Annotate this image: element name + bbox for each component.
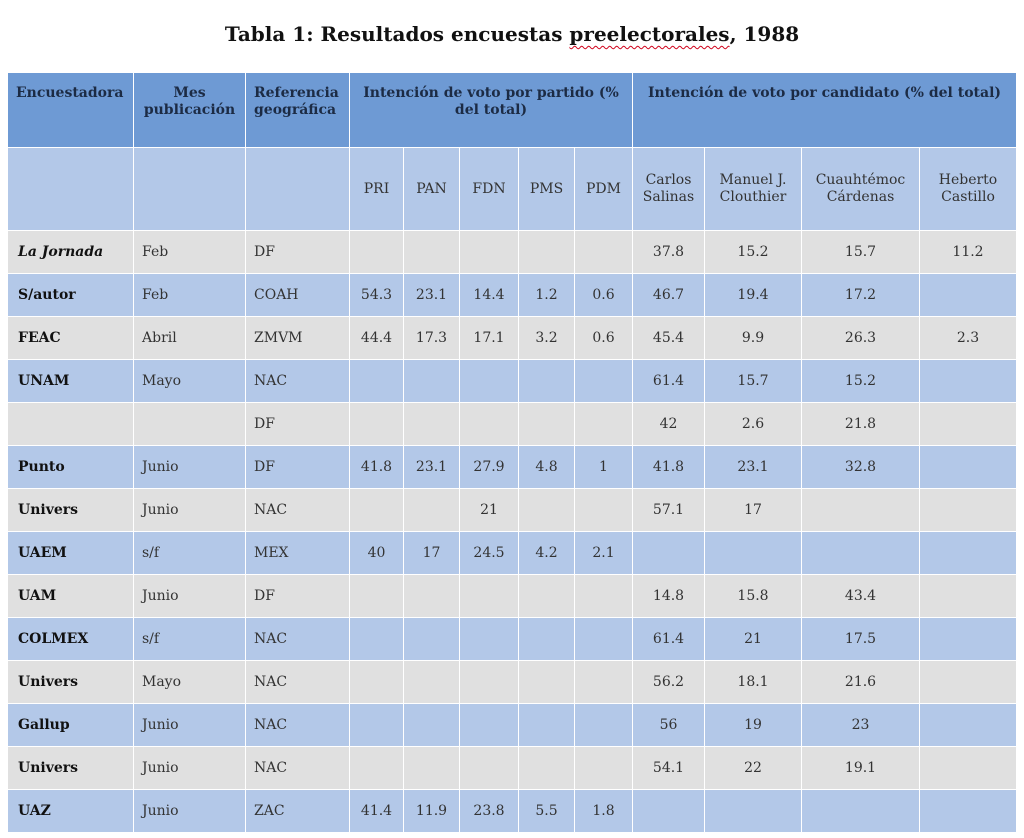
- pms-cell: 3.2: [519, 317, 575, 360]
- table-row: [8, 360, 1017, 403]
- cardenas-cell: 15.7: [802, 231, 920, 274]
- header-intencion-partido: Intención de voto por partido (% del total): [350, 73, 633, 148]
- salinas-cell: [633, 532, 705, 575]
- pan-cell: 23.1: [404, 274, 460, 317]
- subheader-manuel-clouthier: Manuel J. Clouthier: [705, 148, 802, 231]
- referencia-cell: NAC: [246, 747, 350, 790]
- pms-cell: [519, 618, 575, 661]
- salinas-cell: 45.4: [633, 317, 705, 360]
- pri-cell: [350, 747, 404, 790]
- table-row: [8, 704, 1017, 747]
- mes-cell: Abril: [134, 317, 246, 360]
- pan-cell: [404, 360, 460, 403]
- castillo-cell: 11.2: [920, 231, 1017, 274]
- header-encuestadora: Encuestadora: [8, 73, 134, 148]
- fdn-cell: [460, 704, 519, 747]
- clouthier-cell: 23.1: [705, 446, 802, 489]
- subheader-pan: PAN: [404, 148, 460, 231]
- encuestadora-cell: UAEM: [8, 532, 134, 575]
- fdn-cell: [460, 661, 519, 704]
- table-row: [8, 403, 1017, 446]
- mes-cell: Junio: [134, 790, 246, 833]
- clouthier-cell: 18.1: [705, 661, 802, 704]
- poll-results-table: [7, 72, 1017, 833]
- clouthier-cell: 15.2: [705, 231, 802, 274]
- pan-cell: [404, 231, 460, 274]
- fdn-cell: 17.1: [460, 317, 519, 360]
- pdm-cell: [575, 704, 633, 747]
- table-row: [8, 532, 1017, 575]
- salinas-cell: 56: [633, 704, 705, 747]
- subheader-pri: PRI: [350, 148, 404, 231]
- clouthier-cell: 9.9: [705, 317, 802, 360]
- pdm-cell: [575, 575, 633, 618]
- cardenas-cell: 17.5: [802, 618, 920, 661]
- table-row: [8, 661, 1017, 704]
- referencia-cell: ZAC: [246, 790, 350, 833]
- table-row: [8, 446, 1017, 489]
- pan-cell: [404, 704, 460, 747]
- clouthier-cell: 22: [705, 747, 802, 790]
- subheader-fdn: FDN: [460, 148, 519, 231]
- table-row: [8, 231, 1017, 274]
- castillo-cell: [920, 661, 1017, 704]
- pri-cell: [350, 575, 404, 618]
- referencia-cell: COAH: [246, 274, 350, 317]
- table-row: [8, 317, 1017, 360]
- title-misspelled-word[interactable]: preelectorales: [569, 22, 730, 46]
- pms-cell: 4.8: [519, 446, 575, 489]
- fdn-cell: [460, 747, 519, 790]
- subheader-cuauhtemoc-cardenas: Cuauhtémoc Cárdenas: [802, 148, 920, 231]
- referencia-cell: NAC: [246, 661, 350, 704]
- castillo-cell: [920, 360, 1017, 403]
- referencia-cell: NAC: [246, 360, 350, 403]
- pan-cell: [404, 403, 460, 446]
- page-title: [0, 22, 1024, 46]
- pms-cell: 4.2: [519, 532, 575, 575]
- encuestadora-cell: UAM: [8, 575, 134, 618]
- header-referencia-geografica: Referencia geográfica: [246, 73, 350, 148]
- pdm-cell: [575, 231, 633, 274]
- subheader-empty: [134, 148, 246, 231]
- header-row: [8, 73, 1017, 148]
- clouthier-cell: 2.6: [705, 403, 802, 446]
- salinas-cell: 41.8: [633, 446, 705, 489]
- cardenas-cell: 21.8: [802, 403, 920, 446]
- clouthier-cell: [705, 790, 802, 833]
- clouthier-cell: [705, 532, 802, 575]
- encuestadora-cell: S/autor: [8, 274, 134, 317]
- castillo-cell: [920, 446, 1017, 489]
- table-row: [8, 618, 1017, 661]
- encuestadora-cell: Univers: [8, 489, 134, 532]
- pms-cell: [519, 403, 575, 446]
- pms-cell: [519, 661, 575, 704]
- pri-cell: 40: [350, 532, 404, 575]
- pdm-cell: 1.8: [575, 790, 633, 833]
- clouthier-cell: 19: [705, 704, 802, 747]
- table-row: [8, 575, 1017, 618]
- pan-cell: 17.3: [404, 317, 460, 360]
- mes-cell: Feb: [134, 231, 246, 274]
- castillo-cell: [920, 274, 1017, 317]
- castillo-cell: [920, 575, 1017, 618]
- pms-cell: [519, 489, 575, 532]
- pdm-cell: [575, 661, 633, 704]
- salinas-cell: 14.8: [633, 575, 705, 618]
- encuestadora-cell: UNAM: [8, 360, 134, 403]
- mes-cell: Junio: [134, 446, 246, 489]
- subheader-heberto-castillo: Heberto Castillo: [920, 148, 1017, 231]
- referencia-cell: DF: [246, 403, 350, 446]
- title-suffix: , 1988: [729, 22, 800, 46]
- fdn-cell: [460, 403, 519, 446]
- pan-cell: 17: [404, 532, 460, 575]
- table-row: [8, 747, 1017, 790]
- cardenas-cell: [802, 790, 920, 833]
- referencia-cell: MEX: [246, 532, 350, 575]
- pri-cell: [350, 403, 404, 446]
- pms-cell: 1.2: [519, 274, 575, 317]
- fdn-cell: 14.4: [460, 274, 519, 317]
- pms-cell: [519, 704, 575, 747]
- cardenas-cell: [802, 532, 920, 575]
- pri-cell: 54.3: [350, 274, 404, 317]
- fdn-cell: [460, 231, 519, 274]
- salinas-cell: 42: [633, 403, 705, 446]
- fdn-cell: [460, 360, 519, 403]
- table-row: [8, 489, 1017, 532]
- cardenas-cell: 17.2: [802, 274, 920, 317]
- pri-cell: [350, 704, 404, 747]
- pdm-cell: 1: [575, 446, 633, 489]
- castillo-cell: [920, 790, 1017, 833]
- pms-cell: [519, 360, 575, 403]
- fdn-cell: [460, 575, 519, 618]
- pan-cell: [404, 618, 460, 661]
- pdm-cell: [575, 403, 633, 446]
- pan-cell: 11.9: [404, 790, 460, 833]
- cardenas-cell: 15.2: [802, 360, 920, 403]
- pri-cell: 41.4: [350, 790, 404, 833]
- fdn-cell: 27.9: [460, 446, 519, 489]
- referencia-cell: NAC: [246, 618, 350, 661]
- pdm-cell: [575, 489, 633, 532]
- title-prefix: Tabla 1: Resultados encuestas: [224, 22, 570, 46]
- fdn-cell: 21: [460, 489, 519, 532]
- subheader-pdm: PDM: [575, 148, 633, 231]
- salinas-cell: 61.4: [633, 360, 705, 403]
- pms-cell: [519, 231, 575, 274]
- pri-cell: 41.8: [350, 446, 404, 489]
- castillo-cell: [920, 618, 1017, 661]
- pan-cell: [404, 747, 460, 790]
- encuestadora-cell: UAZ: [8, 790, 134, 833]
- pan-cell: 23.1: [404, 446, 460, 489]
- encuestadora-cell: Punto: [8, 446, 134, 489]
- pri-cell: 44.4: [350, 317, 404, 360]
- subheader-empty: [246, 148, 350, 231]
- salinas-cell: 61.4: [633, 618, 705, 661]
- table-row: [8, 274, 1017, 317]
- fdn-cell: 23.8: [460, 790, 519, 833]
- subheader-empty: [8, 148, 134, 231]
- table-body: [8, 231, 1017, 833]
- fdn-cell: [460, 618, 519, 661]
- castillo-cell: [920, 532, 1017, 575]
- referencia-cell: DF: [246, 231, 350, 274]
- encuestadora-cell: [8, 403, 134, 446]
- mes-cell: Mayo: [134, 661, 246, 704]
- clouthier-cell: 21: [705, 618, 802, 661]
- referencia-cell: DF: [246, 575, 350, 618]
- pdm-cell: [575, 360, 633, 403]
- pdm-cell: [575, 618, 633, 661]
- cardenas-cell: 21.6: [802, 661, 920, 704]
- pdm-cell: [575, 747, 633, 790]
- castillo-cell: [920, 704, 1017, 747]
- referencia-cell: DF: [246, 446, 350, 489]
- referencia-cell: NAC: [246, 489, 350, 532]
- castillo-cell: [920, 403, 1017, 446]
- mes-cell: s/f: [134, 618, 246, 661]
- encuestadora-cell: FEAC: [8, 317, 134, 360]
- pri-cell: [350, 231, 404, 274]
- cardenas-cell: 23: [802, 704, 920, 747]
- pms-cell: [519, 747, 575, 790]
- cardenas-cell: [802, 489, 920, 532]
- pan-cell: [404, 489, 460, 532]
- subheader-row: [8, 148, 1017, 231]
- pri-cell: [350, 360, 404, 403]
- fdn-cell: 24.5: [460, 532, 519, 575]
- cardenas-cell: 32.8: [802, 446, 920, 489]
- salinas-cell: 37.8: [633, 231, 705, 274]
- pri-cell: [350, 489, 404, 532]
- castillo-cell: [920, 489, 1017, 532]
- pan-cell: [404, 575, 460, 618]
- cardenas-cell: 43.4: [802, 575, 920, 618]
- mes-cell: [134, 403, 246, 446]
- pdm-cell: 0.6: [575, 317, 633, 360]
- mes-cell: Junio: [134, 575, 246, 618]
- mes-cell: Feb: [134, 274, 246, 317]
- referencia-cell: NAC: [246, 704, 350, 747]
- encuestadora-cell: Univers: [8, 661, 134, 704]
- cardenas-cell: 26.3: [802, 317, 920, 360]
- mes-cell: Junio: [134, 489, 246, 532]
- castillo-cell: [920, 747, 1017, 790]
- salinas-cell: [633, 790, 705, 833]
- encuestadora-cell: Univers: [8, 747, 134, 790]
- encuestadora-cell: Gallup: [8, 704, 134, 747]
- mes-cell: s/f: [134, 532, 246, 575]
- clouthier-cell: 15.8: [705, 575, 802, 618]
- pms-cell: 5.5: [519, 790, 575, 833]
- pdm-cell: 0.6: [575, 274, 633, 317]
- table-row: [8, 790, 1017, 833]
- subheader-carlos-salinas: Carlos Salinas: [633, 148, 705, 231]
- subheader-pms: PMS: [519, 148, 575, 231]
- mes-cell: Junio: [134, 747, 246, 790]
- salinas-cell: 46.7: [633, 274, 705, 317]
- clouthier-cell: 19.4: [705, 274, 802, 317]
- header-mes-publicacion: Mes publicación: [134, 73, 246, 148]
- pan-cell: [404, 661, 460, 704]
- referencia-cell: ZMVM: [246, 317, 350, 360]
- salinas-cell: 56.2: [633, 661, 705, 704]
- pms-cell: [519, 575, 575, 618]
- header-intencion-candidato: Intención de voto por candidato (% del total): [633, 73, 1017, 148]
- salinas-cell: 54.1: [633, 747, 705, 790]
- pri-cell: [350, 618, 404, 661]
- encuestadora-cell: COLMEX: [8, 618, 134, 661]
- salinas-cell: 57.1: [633, 489, 705, 532]
- cardenas-cell: 19.1: [802, 747, 920, 790]
- clouthier-cell: 17: [705, 489, 802, 532]
- castillo-cell: 2.3: [920, 317, 1017, 360]
- pri-cell: [350, 661, 404, 704]
- pdm-cell: 2.1: [575, 532, 633, 575]
- mes-cell: Mayo: [134, 360, 246, 403]
- encuestadora-cell: La Jornada: [8, 231, 134, 274]
- clouthier-cell: 15.7: [705, 360, 802, 403]
- mes-cell: Junio: [134, 704, 246, 747]
